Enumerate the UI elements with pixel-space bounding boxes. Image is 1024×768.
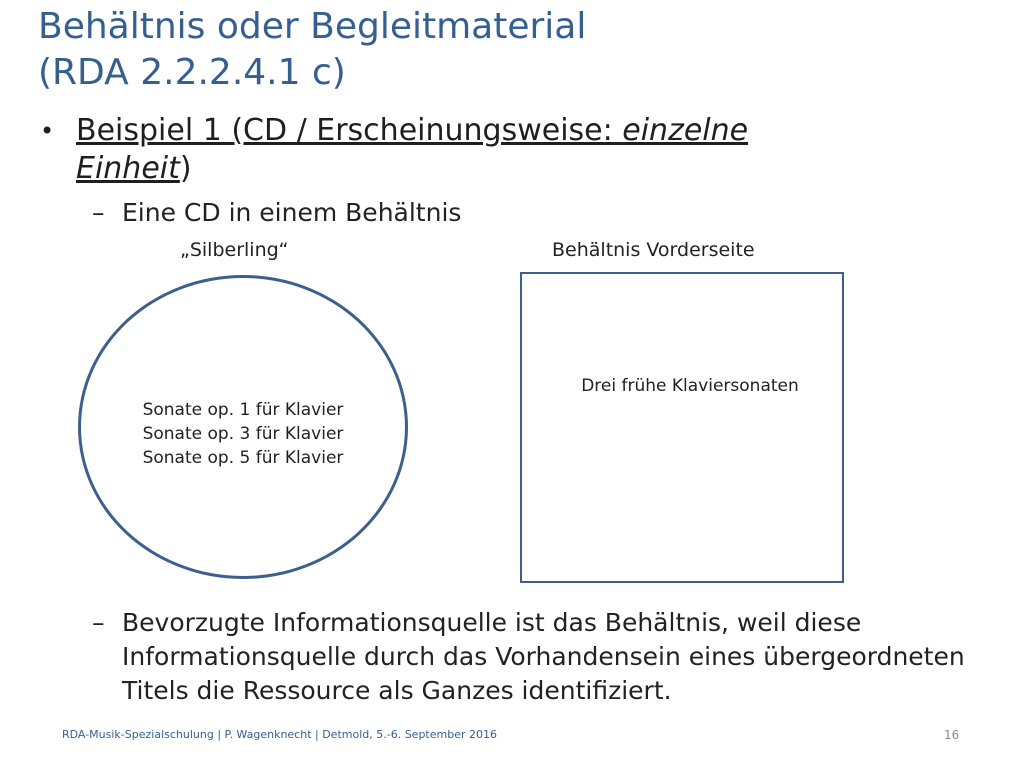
disc-line: Sonate op. 5 für Klavier: [142, 448, 344, 468]
disc-label: „Silberling“: [180, 239, 289, 261]
sub-bullet-1-text: Eine CD in einem Behältnis: [122, 198, 462, 227]
case-label: Behältnis Vorderseite: [552, 239, 755, 261]
slide-title: [38, 4, 998, 96]
main-bullet-text: [76, 112, 976, 188]
bullet-text-close: ): [179, 151, 192, 186]
case-front-shape: [520, 272, 844, 583]
page-number: 16: [944, 728, 960, 742]
bullet-text-italic-1: einzelne: [622, 113, 749, 148]
disc-line: Sonate op. 1 für Klavier: [142, 400, 344, 420]
title-line-1: Behältnis oder Begleitmaterial: [38, 6, 587, 47]
title-line-2: (RDA 2.2.2.4.1 c): [38, 52, 346, 93]
disc-content: [78, 398, 408, 470]
bullet-text-plain: Beispiel 1 (CD / Erscheinungsweise:: [76, 113, 623, 148]
case-front-title: Drei frühe Klaviersonaten: [581, 376, 799, 396]
bullet-text-italic-2: Einheit: [76, 151, 180, 186]
sub-bullet-1: [92, 196, 461, 230]
sub-bullet-2-text: Bevorzugte Informationsquelle ist das Behältnis, weil diese Informationsquelle durch das Vorhandensein eines übergeordneten Titels die Ressource als Ganzes identifiziert.: [122, 608, 965, 705]
bullet-dot-icon: •: [40, 117, 55, 145]
disc-line: Sonate op. 3 für Klavier: [142, 424, 344, 444]
footer-text: RDA-Musik-Spezialschulung | P. Wagenknecht | Detmold, 5.-6. September 2016: [62, 728, 497, 741]
dash-icon: –: [92, 608, 105, 637]
dash-icon: –: [92, 198, 105, 227]
